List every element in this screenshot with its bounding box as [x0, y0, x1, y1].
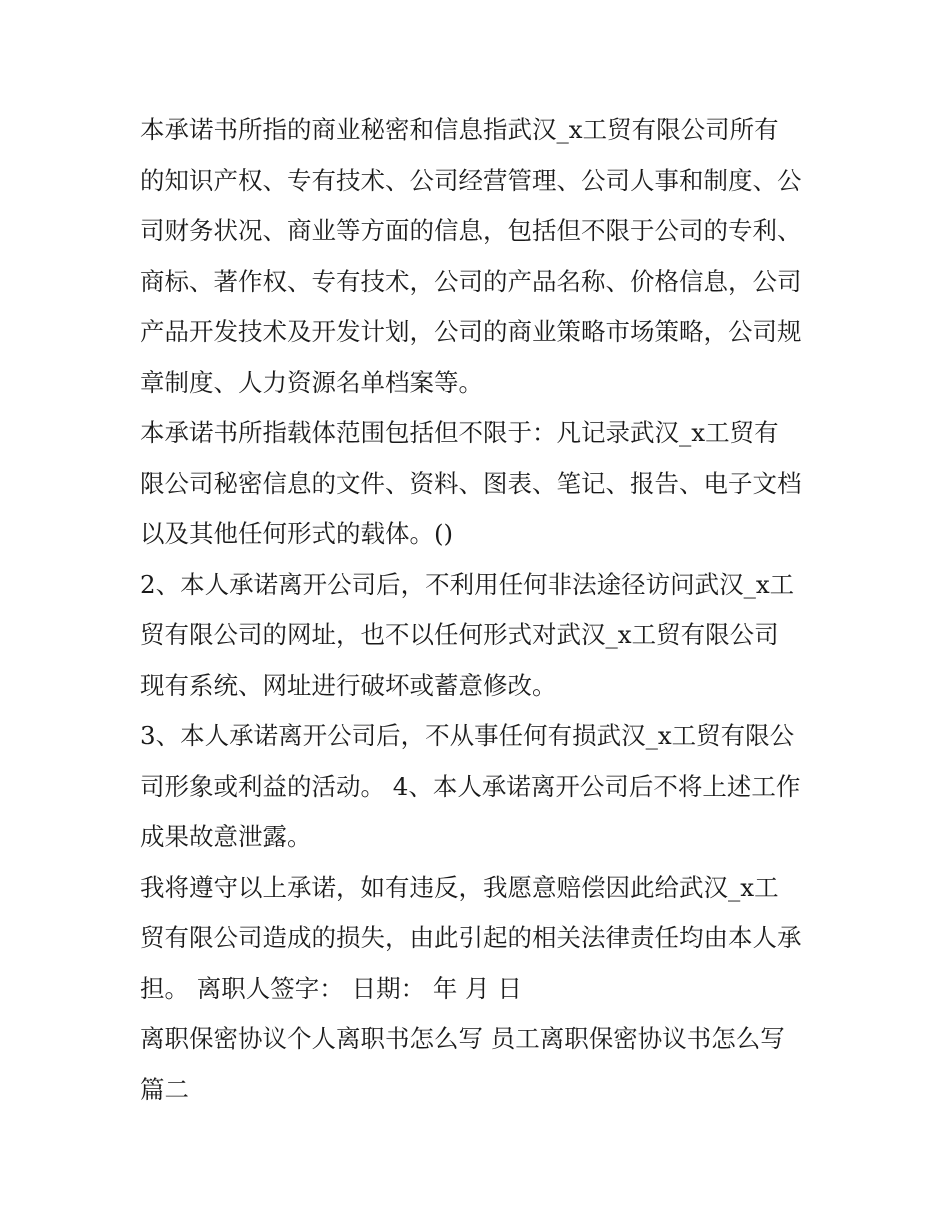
text-line: 章制度、人力资源名单档案等。 [140, 368, 483, 397]
text-line: 我将遵守以上承诺，如有违反，我愿意赔偿因此给武汉_x工 [140, 873, 779, 902]
text-line: 3、本人承诺离开公司后，不从事任何有损武汉_x工贸有限公 [140, 721, 795, 750]
text-line: 贸有限公司造成的损失，由此引起的相关法律责任均由本人承 [140, 923, 802, 952]
text-line: 司形象或利益的活动。 4、本人承诺离开公司后不将上述工作 [140, 772, 801, 801]
text-line: 成果故意泄露。 [140, 822, 312, 851]
text-line: 现有系统、网址进行破坏或蓄意修改。 [140, 671, 557, 700]
text-line: 贸有限公司的网址，也不以任何形式对武汉_x工贸有限公司 [140, 620, 779, 649]
text-line: 产品开发技术及开发计划，公司的商业策略市场策略，公司规 [140, 317, 802, 346]
text-line: 担。 离职人签字： 日期： 年 月 日 [140, 974, 522, 1003]
text-line: 司财务状况、商业等方面的信息，包括但不限于公司的专利、 [140, 216, 802, 245]
text-line: 离职保密协议个人离职书怎么写 员工离职保密协议书怎么写 [140, 1024, 785, 1053]
text-line: 本承诺书所指载体范围包括但不限于：凡记录武汉_x工贸有 [140, 418, 779, 447]
text-line: 以及其他任何形式的载体。() [140, 519, 454, 548]
text-line: 商标、著作权、专有技术，公司的产品名称、价格信息，公司 [140, 267, 802, 296]
text-line: 限公司秘密信息的文件、资料、图表、笔记、报告、电子文档 [140, 469, 802, 498]
text-line: 篇二 [140, 1075, 189, 1104]
text-line: 本承诺书所指的商业秘密和信息指武汉_x工贸有限公司所有 [140, 115, 779, 144]
text-line: 的知识产权、专有技术、公司经营管理、公司人事和制度、公 [140, 166, 802, 195]
text-line: 2、本人承诺离开公司后，不利用任何非法途径访问武汉_x工 [140, 570, 795, 599]
